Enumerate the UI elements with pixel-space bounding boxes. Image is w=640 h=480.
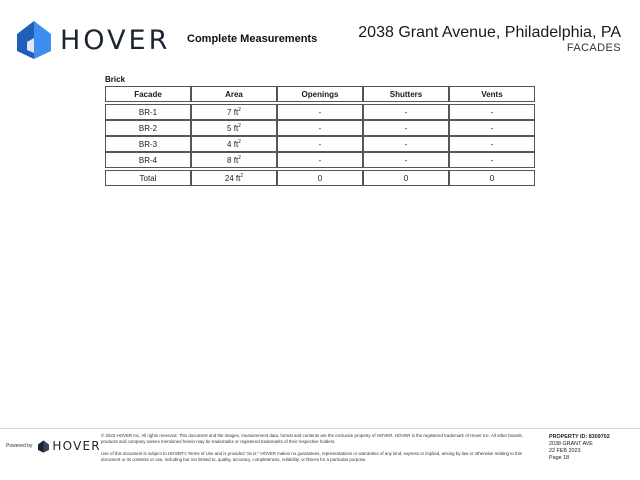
total-area: 24 $ft^2$ [191,170,277,186]
column-header: Area [191,86,277,102]
total-openings: 0 [277,170,363,186]
openings-cell: - [277,136,363,152]
column-header: Vents [449,86,535,102]
facade-cell: BR-3 [105,136,191,152]
logo-wordmark: HOVER [60,24,171,56]
hover-logo [17,21,170,59]
openings-cell: - [277,152,363,168]
column-header: Openings [277,86,363,102]
openings-cell: - [277,104,363,120]
table-row [105,104,535,120]
section-title: FACADES [566,42,621,54]
openings-cell: - [277,120,363,136]
copyright-text: © 2023 HOVER Inc. All rights reserved. This document and the images, measurement data, format and contents are the exclusive property of HOVER. HOVER is the registered trademark of Hover Inc. All other brands, products and company names mentioned herein may be trademarks or registered trademarks of their respective holders. [101,433,523,444]
terms-text: Use of this document is subject to HOVER's Terms of Use and is provided "as is." HOVER makes no guarantees, representations or warranties of any kind, express or implied, arising by law or otherwise relating to this document or its contents or use, including but not limited to, quality, accuracy, completeness, reliability, or fitness for a particular purpose. [101,450,522,462]
vents-cell: - [449,152,535,168]
property-street: 2038 GRANT AVE [549,441,593,448]
table-row [105,152,535,168]
vents-cell: - [449,104,535,120]
footer-divider [0,428,640,429]
table-row [105,136,535,152]
footer-logo-wordmark: HOVER [52,439,101,453]
measurements-table [105,86,535,186]
powered-by-label: Powered by [6,443,33,449]
facade-cell: BR-1 [105,104,191,120]
table-header-row [105,86,535,102]
total-shutters: 0 [363,170,449,186]
document-type: Complete Measurements [187,33,318,45]
page-number: Page 18 [549,455,570,462]
property-id: PROPERTY ID: 8309702 [549,434,610,440]
area-cell: 8 $ft^2$ [191,152,277,168]
legal-notice [101,433,526,469]
column-header: Shutters [363,86,449,102]
shutters-cell: - [363,136,449,152]
house-logo-icon [38,440,49,453]
area-cell: 5 $ft^2$ [191,120,277,136]
vents-cell: - [449,120,535,136]
shutters-cell: - [363,104,449,120]
shutters-cell: - [363,120,449,136]
property-address: 2038 Grant Avenue, Philadelphia, PA [358,24,621,41]
total-label: Total [105,170,191,186]
area-cell: 4 $ft^2$ [191,136,277,152]
facade-cell: BR-4 [105,152,191,168]
facade-cell: BR-2 [105,120,191,136]
house-logo-icon [17,21,51,59]
total-vents: 0 [449,170,535,186]
total-row [105,170,535,186]
area-cell: 7 $ft^2$ [191,104,277,120]
shutters-cell: - [363,152,449,168]
material-title: Brick [105,75,126,84]
report-date: 22 FEB 2023 [549,448,581,455]
column-header: Facade [105,86,191,102]
table-row [105,120,535,136]
property-info [549,434,610,462]
vents-cell: - [449,136,535,152]
powered-by [6,439,101,453]
